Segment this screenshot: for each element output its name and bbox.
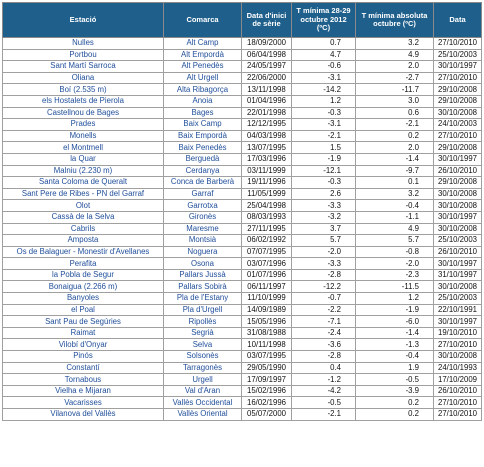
county-cell: Bages (164, 107, 242, 119)
station-cell: Prades (3, 119, 164, 131)
header-station: Estació (3, 3, 164, 38)
series-start-cell: 17/09/1997 (242, 374, 292, 386)
table-row (3, 397, 482, 409)
series-start-cell: 01/04/1996 (242, 95, 292, 107)
county-cell: Vallès Oriental (164, 409, 242, 421)
temperature-table (2, 2, 482, 421)
min-temp-cell: -2.4 (292, 327, 356, 339)
county-cell: Val d'Aran (164, 385, 242, 397)
station-cell: Vacarisses (3, 397, 164, 409)
table-row (3, 107, 482, 119)
min-temp-cell: 1.5 (292, 142, 356, 154)
abs-min-cell: 3.2 (356, 38, 434, 50)
county-cell: Alt Penedès (164, 61, 242, 73)
table-row (3, 304, 482, 316)
county-cell: Pla de l'Estany (164, 293, 242, 305)
county-cell: Solsonès (164, 351, 242, 363)
date-cell: 30/10/1997 (434, 258, 482, 270)
date-cell: 26/10/2010 (434, 385, 482, 397)
county-cell: Noguera (164, 246, 242, 258)
table-row (3, 409, 482, 421)
min-temp-cell: -2.2 (292, 304, 356, 316)
table-row (3, 223, 482, 235)
table-row (3, 84, 482, 96)
station-cell: Sant Pere de Ribes - PN del Garraf (3, 188, 164, 200)
min-temp-cell: -2.1 (292, 130, 356, 142)
station-cell: Pinós (3, 351, 164, 363)
series-start-cell: 13/07/1995 (242, 142, 292, 154)
date-cell: 25/10/2003 (434, 293, 482, 305)
series-start-cell: 11/05/1999 (242, 188, 292, 200)
date-cell: 30/10/2008 (434, 200, 482, 212)
table-body (3, 38, 482, 421)
abs-min-cell: -6.0 (356, 316, 434, 328)
date-cell: 29/10/2008 (434, 95, 482, 107)
abs-min-cell: 5.7 (356, 235, 434, 247)
table-row (3, 72, 482, 84)
table-row (3, 327, 482, 339)
county-cell: Garraf (164, 188, 242, 200)
series-start-cell: 29/05/1990 (242, 362, 292, 374)
county-cell: Alta Ribagorça (164, 84, 242, 96)
table-row (3, 153, 482, 165)
date-cell: 27/10/2010 (434, 72, 482, 84)
table-row (3, 351, 482, 363)
min-temp-cell: -4.2 (292, 385, 356, 397)
date-cell: 30/10/2008 (434, 188, 482, 200)
date-cell: 26/10/2010 (434, 246, 482, 258)
table-row (3, 339, 482, 351)
county-cell: Pla d'Urgell (164, 304, 242, 316)
table-row (3, 385, 482, 397)
abs-min-cell: 0.2 (356, 409, 434, 421)
series-start-cell: 13/11/1998 (242, 84, 292, 96)
series-start-cell: 24/05/1997 (242, 61, 292, 73)
county-cell: Tarragonès (164, 362, 242, 374)
table-row (3, 61, 482, 73)
series-start-cell: 01/07/1996 (242, 269, 292, 281)
abs-min-cell: -0.5 (356, 374, 434, 386)
abs-min-cell: -2.7 (356, 72, 434, 84)
abs-min-cell: 3.0 (356, 95, 434, 107)
county-cell: Pallars Jussà (164, 269, 242, 281)
min-temp-cell: -0.7 (292, 293, 356, 305)
table-row (3, 235, 482, 247)
date-cell: 25/10/2003 (434, 235, 482, 247)
series-start-cell: 06/02/1992 (242, 235, 292, 247)
county-cell: Montsià (164, 235, 242, 247)
station-cell: Cabrils (3, 223, 164, 235)
county-cell: Baix Penedès (164, 142, 242, 154)
min-temp-cell: -2.8 (292, 269, 356, 281)
min-temp-cell: -12.2 (292, 281, 356, 293)
abs-min-cell: 1.9 (356, 362, 434, 374)
date-cell: 30/10/1997 (434, 61, 482, 73)
county-cell: Alt Urgell (164, 72, 242, 84)
table-row (3, 142, 482, 154)
date-cell: 30/10/1997 (434, 153, 482, 165)
abs-min-cell: -11.7 (356, 84, 434, 96)
abs-min-cell: -1.3 (356, 339, 434, 351)
min-temp-cell: -2.0 (292, 246, 356, 258)
min-temp-cell: 0.7 (292, 38, 356, 50)
date-cell: 31/10/1997 (434, 269, 482, 281)
min-temp-cell: -0.3 (292, 107, 356, 119)
table-row (3, 200, 482, 212)
station-cell: Amposta (3, 235, 164, 247)
min-temp-cell: 4.7 (292, 49, 356, 61)
date-cell: 27/10/2010 (434, 38, 482, 50)
abs-min-cell: -0.8 (356, 246, 434, 258)
series-start-cell: 18/09/2000 (242, 38, 292, 50)
header-min-temp-2012: T mínima 28-29 octubre 2012 (ºC) (292, 3, 356, 38)
min-temp-cell: 0.4 (292, 362, 356, 374)
series-start-cell: 27/11/1995 (242, 223, 292, 235)
min-temp-cell: -1.9 (292, 153, 356, 165)
min-temp-cell: -12.1 (292, 165, 356, 177)
date-cell: 27/10/2010 (434, 409, 482, 421)
min-temp-cell: 1.2 (292, 95, 356, 107)
series-start-cell: 05/07/2000 (242, 409, 292, 421)
min-temp-cell: -0.6 (292, 61, 356, 73)
series-start-cell: 06/11/1997 (242, 281, 292, 293)
min-temp-cell: -3.3 (292, 200, 356, 212)
station-cell: la Quar (3, 153, 164, 165)
min-temp-cell: -3.1 (292, 119, 356, 131)
series-start-cell: 03/07/1996 (242, 258, 292, 270)
abs-min-cell: 4.9 (356, 49, 434, 61)
table-row (3, 316, 482, 328)
station-cell: Vilobí d'Onyar (3, 339, 164, 351)
series-start-cell: 03/07/1995 (242, 351, 292, 363)
min-temp-cell: 3.7 (292, 223, 356, 235)
series-start-cell: 03/11/1999 (242, 165, 292, 177)
date-cell: 22/10/1991 (434, 304, 482, 316)
min-temp-cell: -3.6 (292, 339, 356, 351)
date-cell: 30/10/2008 (434, 107, 482, 119)
abs-min-cell: -1.1 (356, 211, 434, 223)
station-cell: Os de Balaguer - Monestir d'Avellanes (3, 246, 164, 258)
table-row (3, 269, 482, 281)
table-row (3, 165, 482, 177)
abs-min-cell: 0.1 (356, 177, 434, 189)
series-start-cell: 15/02/1996 (242, 385, 292, 397)
min-temp-cell: -2.1 (292, 409, 356, 421)
county-cell: Baix Empordà (164, 130, 242, 142)
date-cell: 29/10/2008 (434, 177, 482, 189)
abs-min-cell: 3.2 (356, 188, 434, 200)
abs-min-cell: -0.4 (356, 200, 434, 212)
station-cell: el Poal (3, 304, 164, 316)
table-row (3, 374, 482, 386)
station-cell: Portbou (3, 49, 164, 61)
table-row (3, 119, 482, 131)
min-temp-cell: -0.5 (292, 397, 356, 409)
date-cell: 29/10/2008 (434, 142, 482, 154)
county-cell: Alt Empordà (164, 49, 242, 61)
station-cell: Castellnou de Bages (3, 107, 164, 119)
abs-min-cell: -11.5 (356, 281, 434, 293)
series-start-cell: 12/12/1995 (242, 119, 292, 131)
series-start-cell: 19/11/1996 (242, 177, 292, 189)
min-temp-cell: -14.2 (292, 84, 356, 96)
series-start-cell: 17/03/1996 (242, 153, 292, 165)
station-cell: Constantí (3, 362, 164, 374)
series-start-cell: 06/04/1998 (242, 49, 292, 61)
date-cell: 19/10/2010 (434, 327, 482, 339)
station-cell: Raimat (3, 327, 164, 339)
table-row (3, 258, 482, 270)
county-cell: Cerdanya (164, 165, 242, 177)
date-cell: 27/10/2010 (434, 397, 482, 409)
county-cell: Osona (164, 258, 242, 270)
station-cell: Monells (3, 130, 164, 142)
table-row (3, 38, 482, 50)
county-cell: Conca de Barberà (164, 177, 242, 189)
header-row (3, 3, 482, 38)
station-cell: Sant Pau de Segúries (3, 316, 164, 328)
series-start-cell: 04/03/1998 (242, 130, 292, 142)
station-cell: Sant Martí Sarroca (3, 61, 164, 73)
station-cell: Santa Coloma de Queralt (3, 177, 164, 189)
table-row (3, 49, 482, 61)
abs-min-cell: -9.7 (356, 165, 434, 177)
abs-min-cell: -0.4 (356, 351, 434, 363)
date-cell: 30/10/2008 (434, 281, 482, 293)
date-cell: 30/10/1997 (434, 316, 482, 328)
series-start-cell: 11/10/1999 (242, 293, 292, 305)
abs-min-cell: 0.2 (356, 397, 434, 409)
date-cell: 27/10/2010 (434, 339, 482, 351)
abs-min-cell: 1.2 (356, 293, 434, 305)
header-county: Comarca (164, 3, 242, 38)
date-cell: 26/10/2010 (434, 165, 482, 177)
series-start-cell: 10/11/1998 (242, 339, 292, 351)
min-temp-cell: -3.1 (292, 72, 356, 84)
station-cell: Olot (3, 200, 164, 212)
series-start-cell: 14/09/1989 (242, 304, 292, 316)
min-temp-cell: -3.3 (292, 258, 356, 270)
date-cell: 24/10/1993 (434, 362, 482, 374)
station-cell: Oliana (3, 72, 164, 84)
station-cell: Vielha e Mijaran (3, 385, 164, 397)
station-cell: Perafita (3, 258, 164, 270)
abs-min-cell: 2.0 (356, 61, 434, 73)
series-start-cell: 25/04/1998 (242, 200, 292, 212)
table-row (3, 188, 482, 200)
station-cell: Boí (2.535 m) (3, 84, 164, 96)
date-cell: 25/10/2003 (434, 49, 482, 61)
county-cell: Urgell (164, 374, 242, 386)
county-cell: Segrià (164, 327, 242, 339)
table-container (2, 2, 482, 421)
station-cell: els Hostalets de Pierola (3, 95, 164, 107)
date-cell: 30/10/2008 (434, 351, 482, 363)
county-cell: Alt Camp (164, 38, 242, 50)
abs-min-cell: -1.4 (356, 153, 434, 165)
min-temp-cell: 2.6 (292, 188, 356, 200)
county-cell: Gironès (164, 211, 242, 223)
series-start-cell: 07/07/1995 (242, 246, 292, 258)
county-cell: Berguedà (164, 153, 242, 165)
station-cell: Banyoles (3, 293, 164, 305)
header-abs-min-october: T mínima absoluta octubre (ºC) (356, 3, 434, 38)
abs-min-cell: -2.0 (356, 258, 434, 270)
series-start-cell: 31/08/1988 (242, 327, 292, 339)
county-cell: Maresme (164, 223, 242, 235)
table-row (3, 211, 482, 223)
abs-min-cell: -1.4 (356, 327, 434, 339)
county-cell: Pallars Sobirà (164, 281, 242, 293)
series-start-cell: 16/02/1996 (242, 397, 292, 409)
station-cell: Cassà de la Selva (3, 211, 164, 223)
county-cell: Vallès Occidental (164, 397, 242, 409)
table-row (3, 95, 482, 107)
date-cell: 27/10/2010 (434, 130, 482, 142)
abs-min-cell: -2.3 (356, 269, 434, 281)
county-cell: Garrotxa (164, 200, 242, 212)
abs-min-cell: 0.6 (356, 107, 434, 119)
header-series-start: Data d'inici de sèrie (242, 3, 292, 38)
abs-min-cell: -1.9 (356, 304, 434, 316)
station-cell: Tornabous (3, 374, 164, 386)
abs-min-cell: 4.9 (356, 223, 434, 235)
min-temp-cell: -0.3 (292, 177, 356, 189)
station-cell: el Montmell (3, 142, 164, 154)
min-temp-cell: -1.2 (292, 374, 356, 386)
table-row (3, 281, 482, 293)
date-cell: 29/10/2008 (434, 84, 482, 96)
series-start-cell: 08/03/1993 (242, 211, 292, 223)
date-cell: 30/10/1997 (434, 211, 482, 223)
table-row (3, 362, 482, 374)
station-cell: Nulles (3, 38, 164, 50)
abs-min-cell: -2.1 (356, 119, 434, 131)
abs-min-cell: 2.0 (356, 142, 434, 154)
series-start-cell: 22/01/1998 (242, 107, 292, 119)
date-cell: 17/10/2009 (434, 374, 482, 386)
county-cell: Selva (164, 339, 242, 351)
table-row (3, 177, 482, 189)
station-cell: Malniu (2.230 m) (3, 165, 164, 177)
series-start-cell: 15/05/1996 (242, 316, 292, 328)
date-cell: 24/10/2003 (434, 119, 482, 131)
abs-min-cell: 0.2 (356, 130, 434, 142)
county-cell: Anoia (164, 95, 242, 107)
county-cell: Ripollès (164, 316, 242, 328)
station-cell: Vilanova del Vallès (3, 409, 164, 421)
abs-min-cell: -3.9 (356, 385, 434, 397)
min-temp-cell: -2.8 (292, 351, 356, 363)
header-date: Data (434, 3, 482, 38)
series-start-cell: 22/06/2000 (242, 72, 292, 84)
station-cell: la Pobla de Segur (3, 269, 164, 281)
station-cell: Bonaigua (2.266 m) (3, 281, 164, 293)
county-cell: Baix Camp (164, 119, 242, 131)
min-temp-cell: -3.2 (292, 211, 356, 223)
table-row (3, 246, 482, 258)
table-row (3, 130, 482, 142)
min-temp-cell: -7.1 (292, 316, 356, 328)
min-temp-cell: 5.7 (292, 235, 356, 247)
table-row (3, 293, 482, 305)
date-cell: 30/10/2008 (434, 223, 482, 235)
